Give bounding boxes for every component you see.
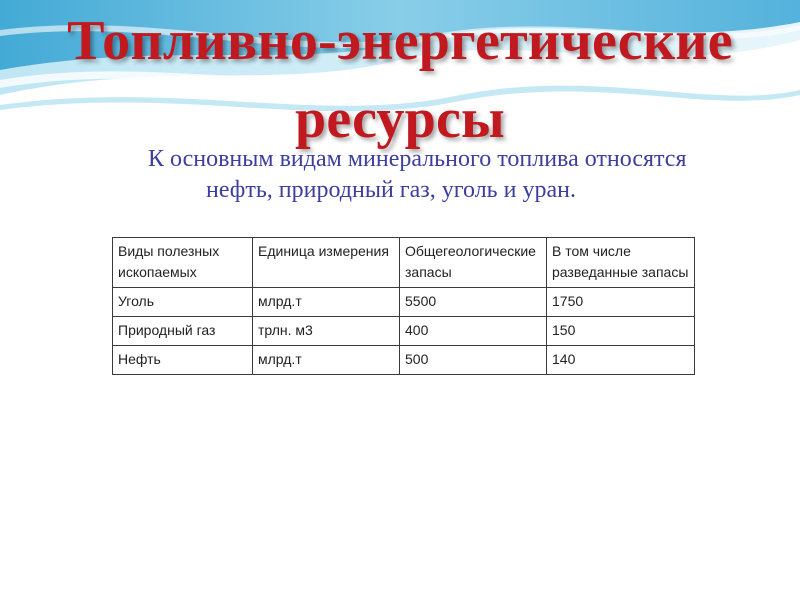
table-row [113,346,695,375]
table-cell: млрд.т [253,346,400,375]
title-line-1: Топливно-энергетические [67,10,733,72]
resources-table [112,237,695,375]
table-cell: 150 [547,317,695,346]
table-cell: 500 [400,346,547,375]
table-cell: млрд.т [253,288,400,317]
table-header-row [113,238,695,288]
table-cell: Нефть [113,346,253,375]
table-header-cell: В том числе разведанные запасы [547,238,695,288]
table-header-cell: Виды полезных ископаемых [113,238,253,288]
table-header-cell: Единица измерения [253,238,400,288]
subtitle-line-2: нефть, природный газ, уголь и уран. [206,177,576,203]
table-cell: трлн. м3 [253,317,400,346]
table-header-cell: Общегеологические запасы [400,238,547,288]
table-cell: 400 [400,317,547,346]
subtitle-line-1: К основным видам минерального топлива относятся [148,146,687,172]
slide-title [0,0,800,158]
table-cell: Уголь [113,288,253,317]
table-row [113,288,695,317]
title-line-2: ресурсы [295,88,505,150]
slide-subtitle [140,144,760,206]
table-cell: 1750 [547,288,695,317]
table-cell: 5500 [400,288,547,317]
table-row [113,317,695,346]
table-cell: Природный газ [113,317,253,346]
table-cell: 140 [547,346,695,375]
